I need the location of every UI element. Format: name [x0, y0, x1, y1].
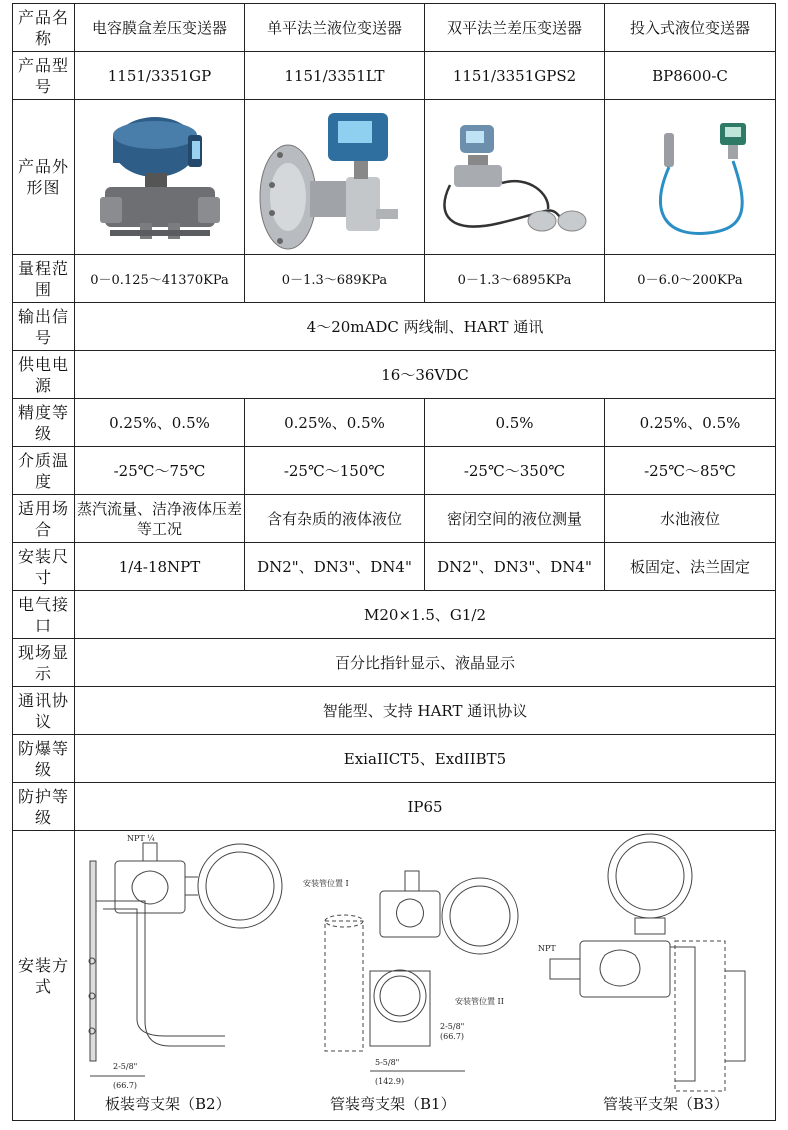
row-label: 输出信号 [13, 303, 75, 351]
row-appearance [13, 100, 776, 255]
table-cell: 水池液位 [605, 495, 776, 543]
row-label: 安装方式 [13, 831, 75, 1121]
table-cell: 1/4-18NPT [75, 543, 245, 591]
mounting-drawing-b1 [303, 871, 518, 1086]
product-image-cell [75, 100, 245, 255]
drawing-label: 2-5/8" [113, 1062, 138, 1071]
row-label: 通讯协议 [13, 687, 75, 735]
column-header: 投入式液位变送器 [605, 4, 776, 52]
row-label: 精度等级 [13, 399, 75, 447]
table-cell: -25℃～150℃ [245, 447, 425, 495]
drawing-label: (66.7) [113, 1081, 138, 1090]
row-explosion [13, 735, 776, 783]
drawing-label: (66.7) [440, 1032, 465, 1041]
row-label: 产品型号 [13, 52, 75, 100]
row-application [13, 495, 776, 543]
table-cell: 1151/3351GPS2 [425, 52, 605, 100]
row-mounting [13, 831, 776, 1121]
drawing-label: (142.9) [375, 1077, 405, 1086]
table-cell: DN2"、DN3"、DN4" [425, 543, 605, 591]
drawing-label: ¼ [147, 834, 155, 843]
row-electrical [13, 591, 776, 639]
row-protection [13, 783, 776, 831]
product-image-cell [425, 100, 605, 255]
drawing-label: 2-5/8" [440, 1022, 465, 1031]
drawing-label: 安装管位置 II [455, 997, 504, 1006]
table-cell: 密闭空间的液位测量 [425, 495, 605, 543]
table-cell: 0.25%、0.5% [75, 399, 245, 447]
table-cell: -25℃～85℃ [605, 447, 776, 495]
mounting-drawing-b2 [89, 834, 282, 1090]
table-cell: IP65 [75, 783, 776, 831]
table-cell: 0.25%、0.5% [605, 399, 776, 447]
table-cell: 板固定、法兰固定 [605, 543, 776, 591]
table-cell: 16～36VDC [75, 351, 776, 399]
row-label: 安装尺寸 [13, 543, 75, 591]
row-label: 防护等级 [13, 783, 75, 831]
row-protocol [13, 687, 776, 735]
row-name [13, 4, 776, 52]
row-size [13, 543, 776, 591]
row-model [13, 52, 776, 100]
submersible-level-transmitter-image [608, 105, 773, 250]
row-temperature [13, 447, 776, 495]
row-label: 电气接口 [13, 591, 75, 639]
table-cell: 0－6.0～200KPa [605, 255, 776, 303]
row-output [13, 303, 776, 351]
differential-pressure-transmitter-image [80, 105, 240, 250]
drawing-label: 安装管位置 I [303, 879, 349, 888]
table-cell: 0.5% [425, 399, 605, 447]
row-display [13, 639, 776, 687]
mounting-caption-b1: 管装弯支架（B1） [330, 1095, 456, 1113]
table-cell: DN2"、DN3"、DN4" [245, 543, 425, 591]
table-cell: ExiaIICT5、ExdIIBT5 [75, 735, 776, 783]
row-label: 介质温度 [13, 447, 75, 495]
table-cell: BP8600-C [605, 52, 776, 100]
mounting-drawings-cell [75, 831, 776, 1121]
table-cell: -25℃～350℃ [425, 447, 605, 495]
drawing-label: 5-5/8" [375, 1058, 400, 1067]
column-header: 单平法兰液位变送器 [245, 4, 425, 52]
row-label: 量程范围 [13, 255, 75, 303]
row-label: 防爆等级 [13, 735, 75, 783]
product-image-cell [605, 100, 776, 255]
table-cell: M20×1.5、G1/2 [75, 591, 776, 639]
row-label: 现场显示 [13, 639, 75, 687]
row-label: 适用场合 [13, 495, 75, 543]
row-accuracy [13, 399, 776, 447]
row-label: 产品名称 [13, 4, 75, 52]
table-cell: 0－0.125～41370KPa [75, 255, 245, 303]
table-cell: -25℃～75℃ [75, 447, 245, 495]
table-cell: 1151/3351LT [245, 52, 425, 100]
mounting-caption-b2: 板装弯支架（B2） [105, 1095, 231, 1113]
table-cell: 0－1.3～689KPa [245, 255, 425, 303]
table-cell: 0－1.3～6895KPa [425, 255, 605, 303]
product-image-cell [245, 100, 425, 255]
row-label: 产品外形图 [13, 100, 75, 255]
table-cell: 百分比指针显示、液晶显示 [75, 639, 776, 687]
mounting-drawings [75, 831, 775, 1119]
row-power [13, 351, 776, 399]
table-cell: 智能型、支持 HART 通讯协议 [75, 687, 776, 735]
row-range [13, 255, 776, 303]
double-flange-transmitter-image [430, 105, 600, 250]
table-cell: 0.25%、0.5% [245, 399, 425, 447]
mounting-caption-b3: 管装平支架（B3） [603, 1095, 729, 1113]
single-flange-level-transmitter-image [250, 105, 420, 250]
table-cell: 4～20mADC 两线制、HART 通讯 [75, 303, 776, 351]
column-header: 双平法兰差压变送器 [425, 4, 605, 52]
table-cell: 蒸汽流量、洁净液体压差等工况 [75, 495, 245, 543]
drawing-label: NPT [538, 944, 556, 953]
mounting-drawing-b3 [538, 834, 745, 1091]
drawing-label: NPT [127, 834, 145, 843]
column-header: 电容膜盒差压变送器 [75, 4, 245, 52]
row-label: 供电电源 [13, 351, 75, 399]
table-cell: 1151/3351GP [75, 52, 245, 100]
spec-table [12, 3, 776, 1121]
table-cell: 含有杂质的液体液位 [245, 495, 425, 543]
